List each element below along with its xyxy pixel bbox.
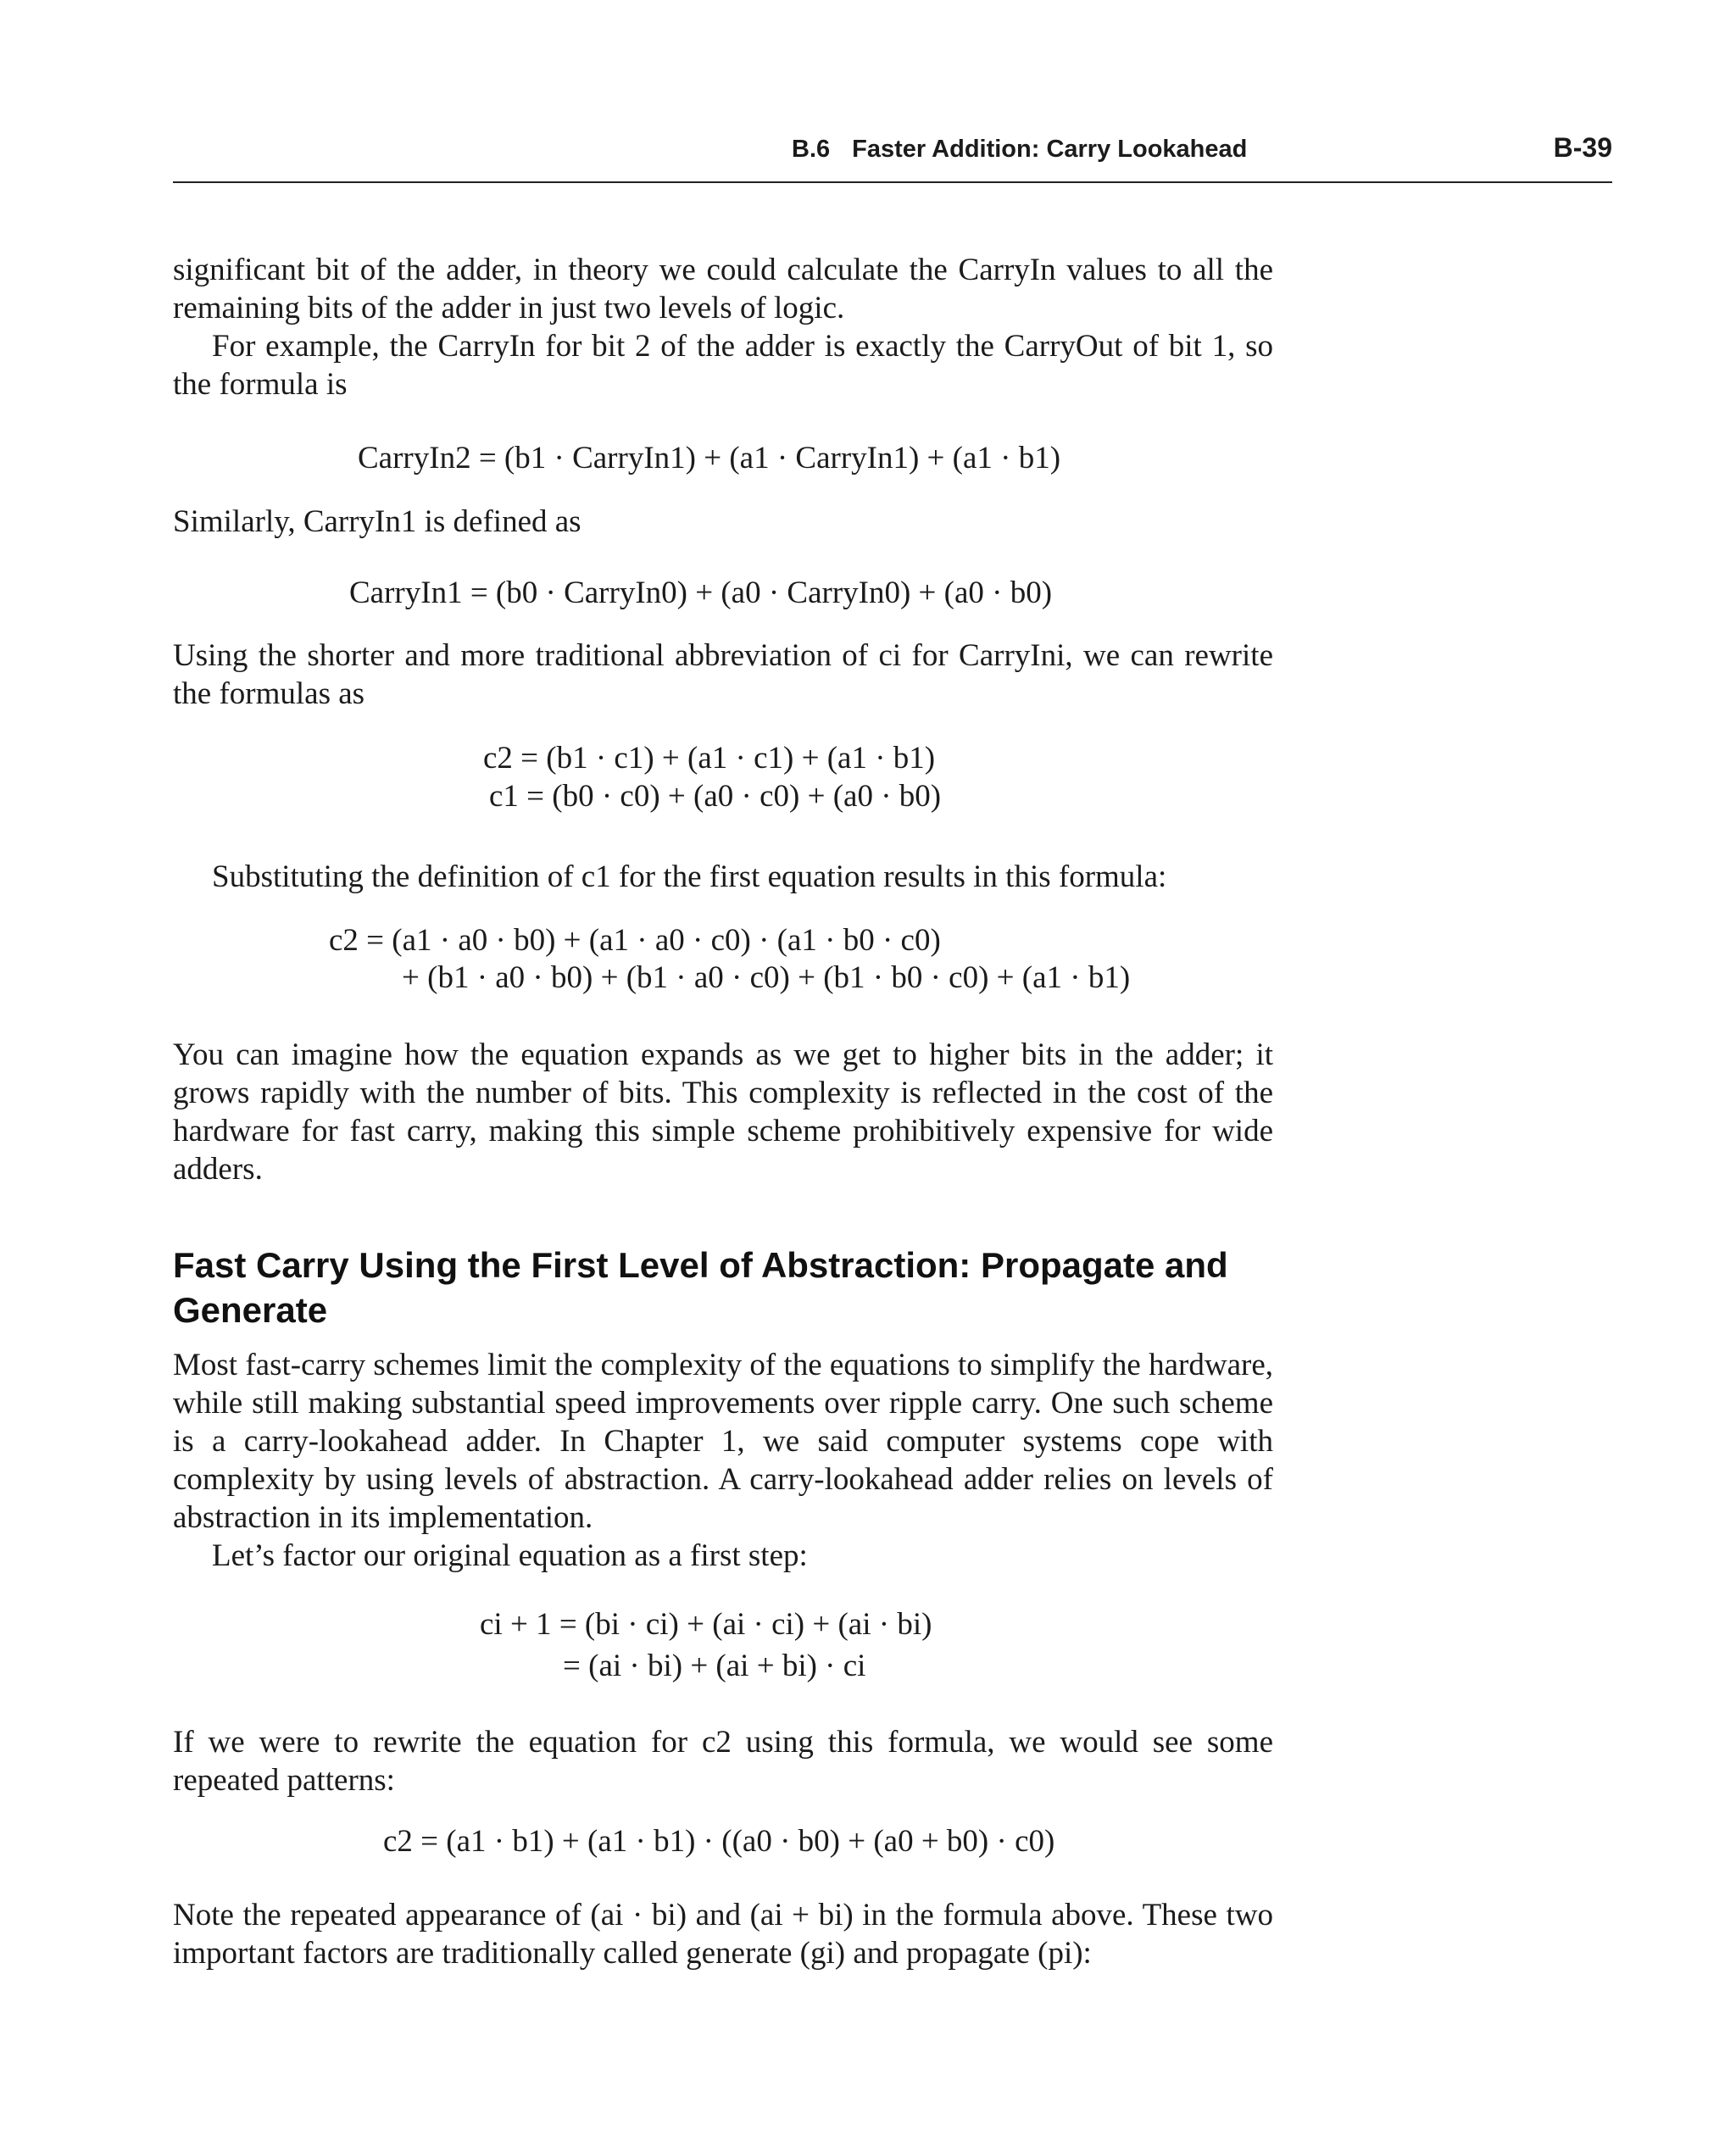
equation-substitution-line2: + (b1 · a0 · b0) + (b1 · a0 · c0) + (b1 · b0 · c0) + (a1 · b1) [402,960,1131,995]
paragraph-1: significant bit of the adder, in theory we could calculate the CarryIn values to all the remaining bits of the adder in just two levels of logic. [173,253,1273,325]
page-number: B-39 [1553,132,1612,163]
paragraph-5: Substituting the definition of c1 for the first equation results in this formula: [212,859,1167,894]
equation-factor-line1: ci + 1 = (bi · ci) + (ai · ci) + (ai · bi) [480,1607,932,1642]
equation-carryin2: CarryIn2 = (b1 · CarryIn1) + (a1 · CarryIn1) + (a1 · b1) [358,441,1061,475]
paragraph-3: Similarly, CarryIn1 is defined as [173,504,581,539]
equation-carryin1: CarryIn1 = (b0 · CarryIn0) + (a0 · CarryIn0) + (a0 · b0) [349,576,1053,610]
paragraph-10: Note the repeated appearance of (ai · bi) and (ai + bi) in the formula above. These two important factors are traditionally called generate (gi) and propagate (pi): [173,1898,1273,1971]
paragraph-9: If we were to rewrite the equation for c2 using this formula, we would see some repeated patterns: [173,1725,1273,1798]
section-title: Faster Addition: Carry Lookahead [852,136,1248,163]
paragraph-2: For example, the CarryIn for bit 2 of the adder is exactly the CarryOut of bit 1, so the formula is [173,329,1273,402]
running-header [173,132,1612,183]
section-heading: Fast Carry Using the First Level of Abstraction: Propagate and Generate [173,1245,1228,1330]
section-number: B.6 [792,136,831,163]
paragraph-4: Using the shorter and more traditional abbreviation of ci for CarryIni, we can rewrite the formulas as [173,638,1273,711]
equation-c2-repeated: c2 = (a1 · b1) + (a1 · b1) · ((a0 · b0) + (a0 + b0) · c0) [383,1824,1055,1859]
paragraph-7: Most fast-carry schemes limit the complexity of the equations to simplify the hardware, while still making substantial speed improvements over ripple carry. One such scheme is a carry-lookahead adder. In Chapter 1, we said computer systems cope with complexity by using levels of abstraction. A carry-lookahead adder relies on levels of abstraction in its implementation. [173,1348,1273,1535]
paragraph-8: Let’s factor our original equation as a first step: [212,1538,808,1573]
paragraph-6: You can imagine how the equation expands as we get to higher bits in the adder; it grows rapidly with the number of bits. This complexity is reflected in the cost of the hardware for fast carry, making this simple scheme prohibitively expensive for wide adders. [173,1037,1273,1187]
section-header [792,136,1247,164]
equation-substitution-line1: c2 = (a1 · a0 · b0) + (a1 · a0 · c0) · (a1 · b0 · c0) [329,923,941,958]
equation-factor-line2: = (ai · bi) + (ai + bi) · ci [563,1649,866,1683]
equation-c2: c2 = (b1 · c1) + (a1 · c1) + (a1 · b1) [483,741,936,776]
equation-c1: c1 = (b0 · c0) + (a0 · c0) + (a0 · b0) [489,779,942,814]
